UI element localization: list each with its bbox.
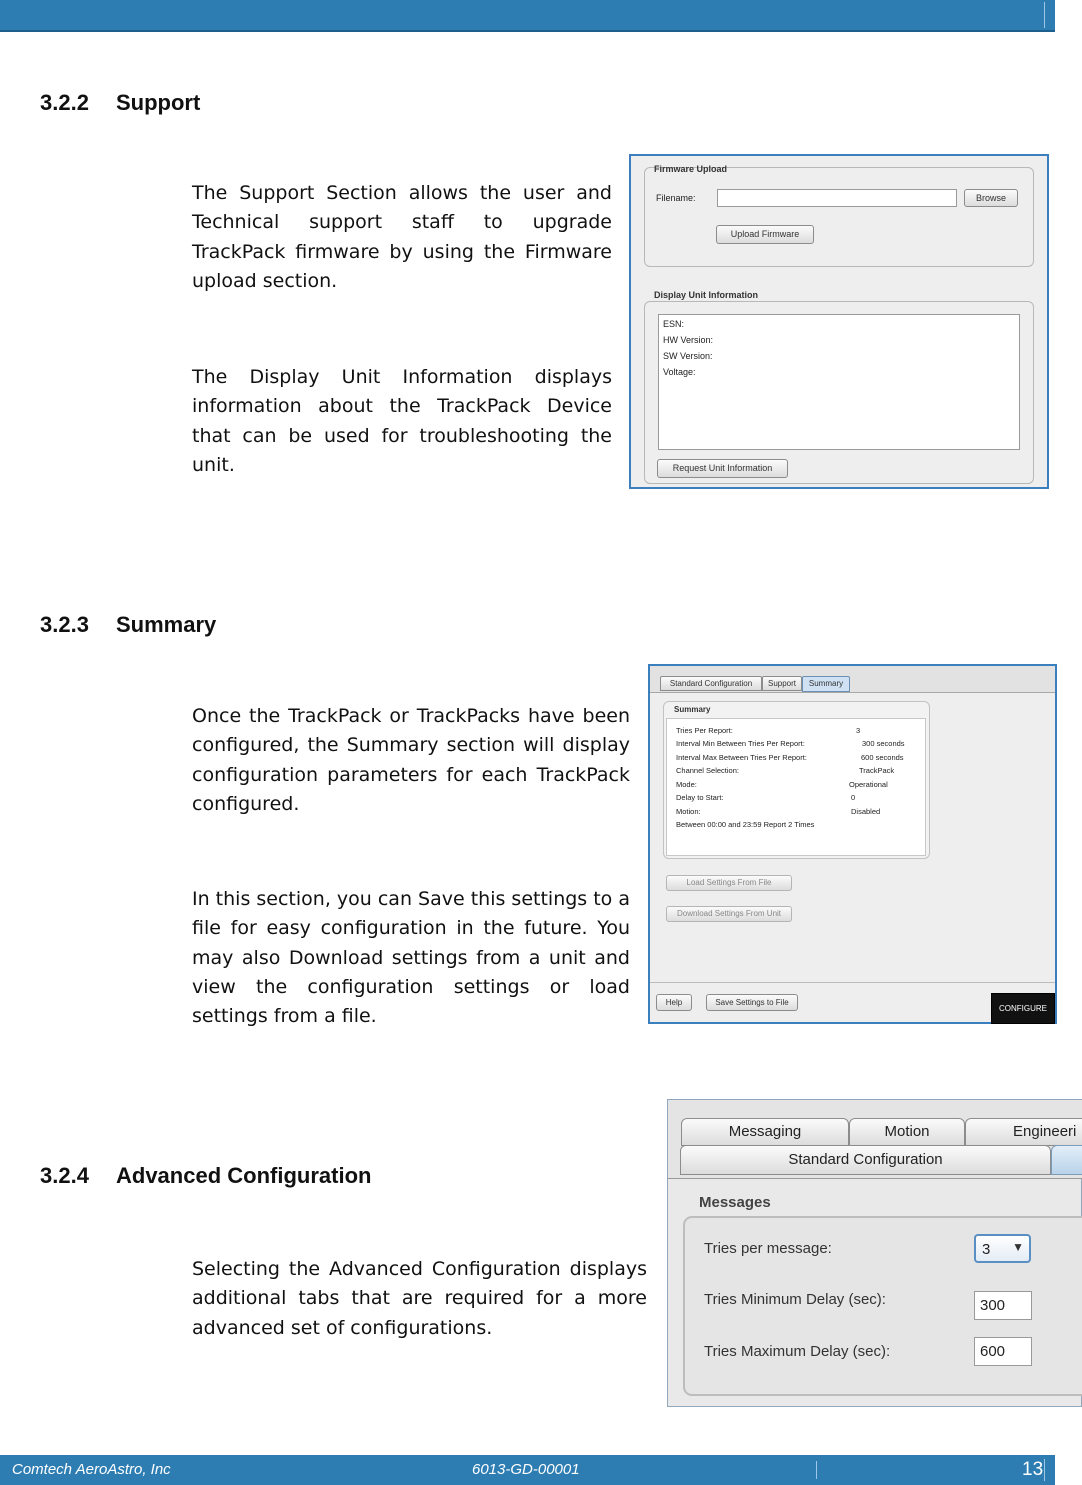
tries-per-message-select[interactable] [974, 1234, 1031, 1263]
messages-title: Messages [699, 1194, 771, 1211]
bottom-divider [650, 982, 1055, 983]
summary-row-value: TrackPack [859, 766, 895, 775]
tab-summary[interactable]: Summary [802, 676, 850, 692]
advanced-paragraph-1: Selecting the Advanced Configuration displays additional tabs that are required for a more advanced set of configurations. [192, 1258, 647, 1339]
section-heading-support [40, 90, 200, 116]
tries-min-delay-label: Tries Minimum Delay (sec): [704, 1291, 886, 1308]
tries-max-delay-value: 600 [980, 1343, 1006, 1360]
section-number: 3.2.4 [40, 1163, 89, 1188]
filename-label: Filename: [656, 193, 696, 203]
firmware-upload-group [644, 167, 1034, 267]
summary-row-label: Motion: [676, 807, 701, 816]
firmware-upload-title: Firmware Upload [654, 164, 728, 174]
summary-row-value: 300 seconds [862, 739, 905, 748]
support-paragraph-1: The Support Section allows the user and Technical support staff to upgrade TrackPack firmware by using the Firmware upload section. [192, 182, 612, 292]
section-title: Advanced Configuration [116, 1163, 372, 1188]
load-settings-button[interactable]: Load Settings From File [666, 875, 792, 891]
request-unit-info-button[interactable]: Request Unit Information [657, 459, 788, 478]
summary-row-label: Delay to Start: [676, 793, 724, 802]
section-heading-summary [40, 612, 216, 638]
upload-firmware-button[interactable]: Upload Firmware [716, 225, 814, 244]
unit-info-textarea[interactable] [658, 314, 1020, 450]
summary-row-value: Disabled [851, 807, 881, 816]
summary-row-label: Between 00:00 and 23:59 Report 2 Times [676, 820, 815, 829]
footer-bar [0, 1455, 1055, 1485]
summary-row-value: 3 [856, 726, 861, 735]
summary-row-label: Interval Max Between Tries Per Report: [676, 753, 807, 762]
info-hw-version: HW Version: [663, 335, 714, 345]
browse-button[interactable]: Browse [964, 189, 1018, 207]
summary-row-value: 0 [851, 793, 856, 802]
footer-separator [816, 1461, 817, 1479]
tab-advanced[interactable] [1051, 1145, 1082, 1175]
summary-paragraph-2: In this section, you can Save this settings to a file for easy configuration in the future. You may also Download settings from a unit and view the configuration settings or load settings from a file. [192, 888, 630, 1028]
header-bar [0, 0, 1055, 32]
support-paragraph-2: The Display Unit Information displays information about the TrackPack Device that can be used for troubleshooting the unit. [192, 366, 612, 476]
info-esn: ESN: [663, 319, 685, 329]
advanced-screenshot [667, 1099, 1082, 1407]
display-unit-title: Display Unit Information [654, 290, 759, 300]
section-title: Summary [116, 612, 217, 637]
tab-engineering[interactable]: Engineeri [965, 1118, 1082, 1146]
section-number: 3.2.3 [40, 612, 89, 637]
summary-group-title: Summary [674, 705, 711, 714]
summary-paragraph-1: Once the TrackPack or TrackPacks have been configured, the Summary section will display configuration parameters for each TrackPack configured. [192, 705, 630, 815]
info-sw-version: SW Version: [663, 351, 713, 361]
header-separator [1044, 2, 1045, 28]
save-settings-button[interactable]: Save Settings to File [706, 994, 798, 1011]
tab-motion[interactable]: Motion [849, 1118, 965, 1146]
tries-min-delay-input[interactable] [974, 1291, 1032, 1320]
section-heading-advanced [40, 1163, 371, 1189]
summary-screenshot [648, 664, 1057, 1024]
summary-row-label: Interval Min Between Tries Per Report: [676, 739, 805, 748]
summary-row-value: 600 seconds [861, 753, 904, 762]
configure-button[interactable]: CONFIGURE [991, 993, 1055, 1024]
info-voltage: Voltage: [663, 367, 696, 377]
filename-input[interactable] [717, 189, 957, 207]
section-title: Support [116, 90, 201, 115]
support-screenshot [629, 154, 1049, 489]
tab-messaging[interactable]: Messaging [681, 1118, 849, 1146]
summary-row-label: Tries Per Report: [676, 726, 733, 735]
tab-standard-configuration[interactable]: Standard Configuration [660, 676, 762, 691]
chevron-down-icon: ▼ [1012, 1240, 1024, 1254]
summary-row-label: Mode: [676, 780, 697, 789]
tries-min-delay-value: 300 [980, 1297, 1006, 1314]
tries-per-message-value: 3 [982, 1241, 991, 1258]
footer-company: Comtech AeroAstro, Inc [12, 1461, 171, 1478]
summary-row-label: Channel Selection: [676, 766, 739, 775]
tab-support[interactable]: Support [762, 676, 802, 691]
tries-max-delay-label: Tries Maximum Delay (sec): [704, 1343, 891, 1360]
help-button[interactable]: Help [656, 994, 692, 1011]
summary-row-value: Operational [849, 780, 888, 789]
footer-doc-number: 6013-GD-00001 [472, 1461, 580, 1478]
section-number: 3.2.2 [40, 90, 89, 115]
tries-per-message-label: Tries per message: [704, 1240, 832, 1257]
footer-separator-right [1044, 1459, 1045, 1481]
tries-max-delay-input[interactable] [974, 1337, 1032, 1366]
tab-standard-configuration[interactable]: Standard Configuration [680, 1145, 1051, 1175]
download-settings-button[interactable]: Download Settings From Unit [666, 906, 792, 922]
page-number: 13 [1022, 1459, 1044, 1480]
